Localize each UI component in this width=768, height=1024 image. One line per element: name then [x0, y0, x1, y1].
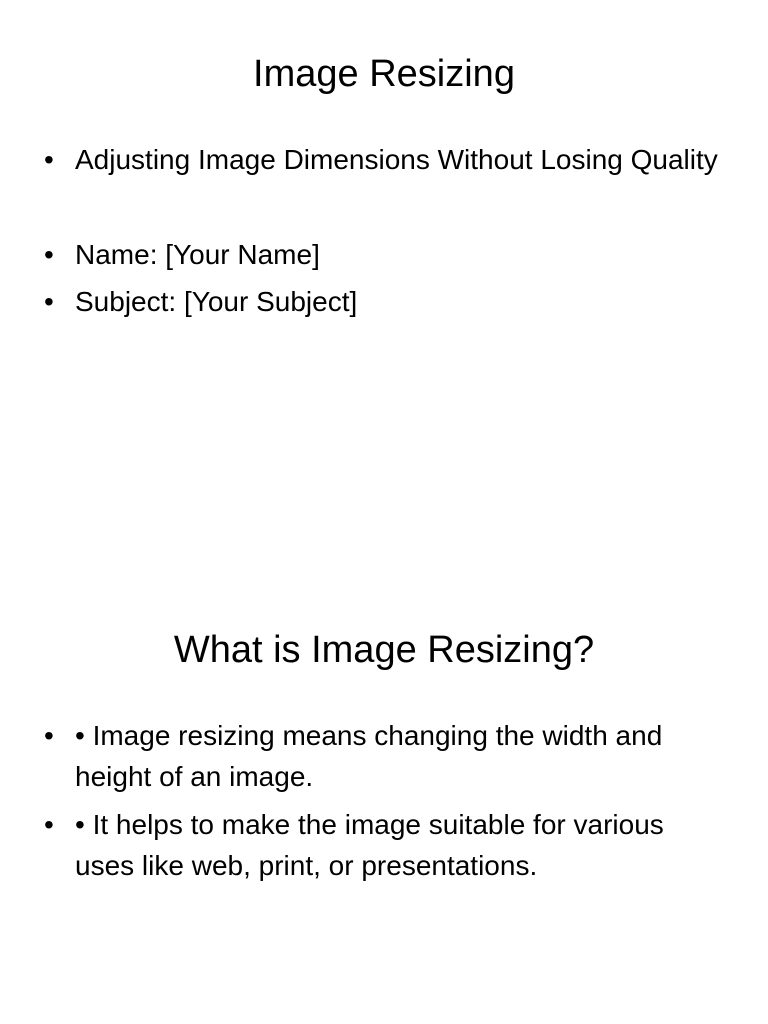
bullet-item-subject: • Subject: [Your Subject] — [44, 281, 724, 322]
bullet-list — [44, 139, 724, 322]
slide-2 — [0, 576, 768, 1024]
bullet-list — [44, 715, 724, 893]
bullet-item-name: • Name: [Your Name] — [44, 234, 724, 275]
slide-title: What is Image Resizing? — [173, 629, 595, 671]
bullet-item-subtitle: • Adjusting Image Dimensions Without Losing Quality — [44, 139, 724, 180]
bullet-item-definition: • • Image resizing means changing the width and height of an image. — [44, 715, 724, 797]
slide-title: Image Resizing — [253, 53, 515, 95]
bullet-item-uses: • • It helps to make the image suitable for various uses like web, print, or presentations. — [44, 804, 724, 886]
